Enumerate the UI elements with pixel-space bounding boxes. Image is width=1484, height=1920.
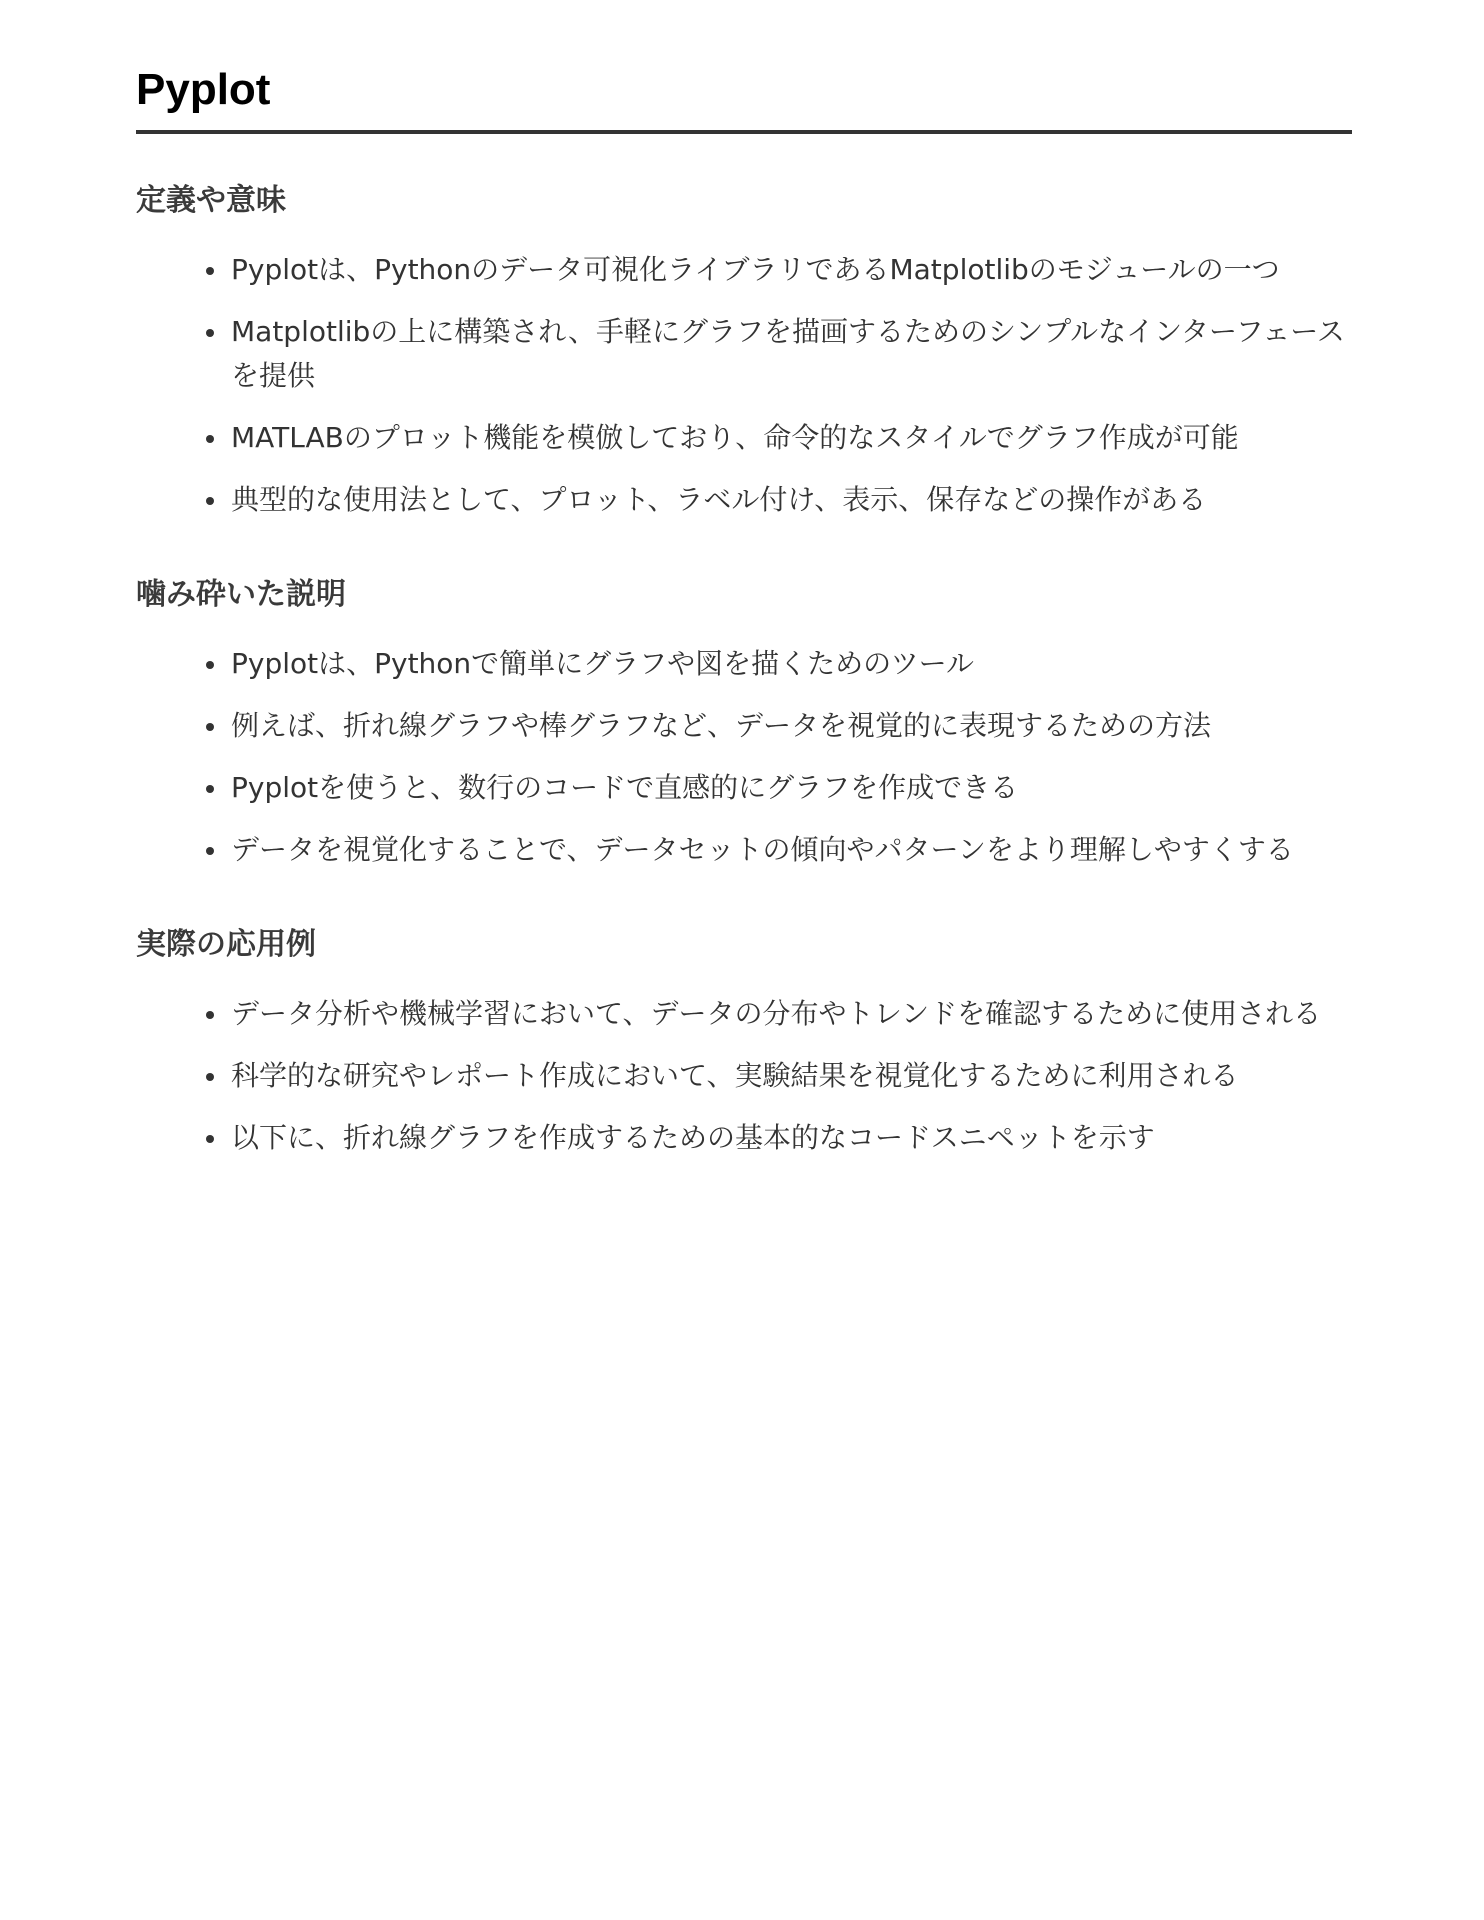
- list-item: 典型的な使用法として、プロット、ラベル付け、表示、保存などの操作がある: [231, 478, 1352, 522]
- list-item: データを視覚化することで、データセットの傾向やパターンをより理解しやすくする: [231, 828, 1352, 872]
- section-definition: [136, 180, 1352, 522]
- list-item: Pyplotは、Pythonのデータ可視化ライブラリであるMatplotlibのモジュールの一つ: [231, 248, 1352, 292]
- document-page: [136, 60, 1352, 1160]
- list-item: Pyplotは、Pythonで簡単にグラフや図を描くためのツール: [231, 642, 1352, 686]
- section-heading: 噛み砕いた説明: [136, 577, 346, 612]
- bullet-list: [136, 642, 1352, 872]
- list-item: 科学的な研究やレポート作成において、実験結果を視覚化するために利用される: [231, 1054, 1352, 1098]
- list-item: MATLABのプロット機能を模倣しており、命令的なスタイルでグラフ作成が可能: [231, 416, 1352, 460]
- bullet-list: [136, 248, 1352, 522]
- list-item: データ分析や機械学習において、データの分布やトレンドを確認するために使用される: [231, 992, 1352, 1036]
- bullet-list: [136, 992, 1352, 1160]
- list-item: 以下に、折れ線グラフを作成するための基本的なコードスニペットを示す: [231, 1116, 1352, 1160]
- section-applications: [136, 924, 1352, 1160]
- page-title: Pyplot: [136, 60, 1352, 134]
- list-item: Matplotlibの上に構築され、手軽にグラフを描画するためのシンプルなインターフェースを提供: [231, 310, 1352, 398]
- list-item: Pyplotを使うと、数行のコードで直感的にグラフを作成できる: [231, 766, 1352, 810]
- section-heading: 定義や意味: [136, 183, 286, 218]
- section-plain-explanation: [136, 574, 1352, 872]
- list-item: 例えば、折れ線グラフや棒グラフなど、データを視覚的に表現するための方法: [231, 704, 1352, 748]
- section-heading: 実際の応用例: [136, 927, 316, 962]
